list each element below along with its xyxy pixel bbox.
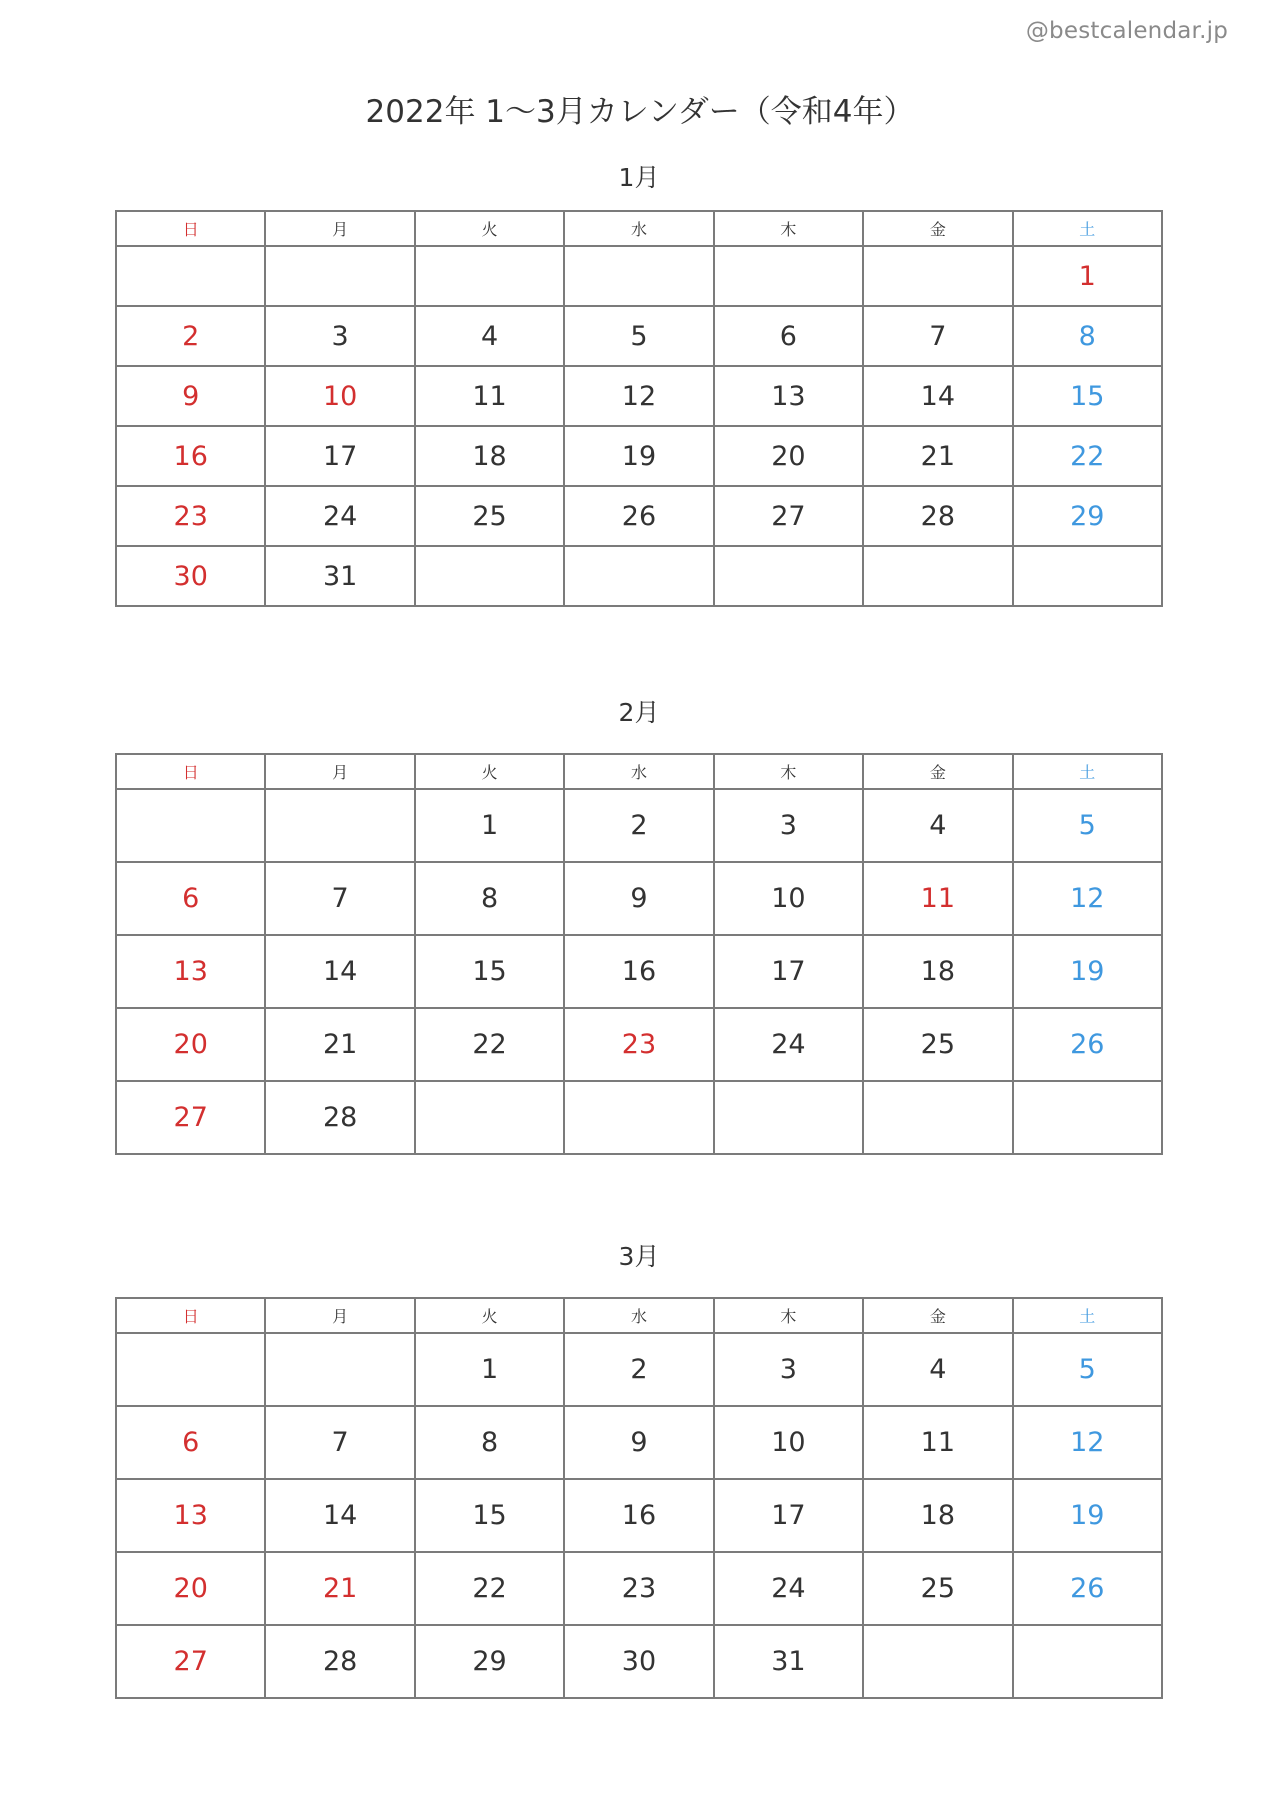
- day-cell: 11: [415, 366, 564, 426]
- day-cell: 2: [116, 306, 265, 366]
- day-cell: 9: [564, 1406, 713, 1479]
- week-row: [116, 306, 1162, 366]
- month-label: 1月: [618, 163, 660, 192]
- day-cell: 22: [415, 1552, 564, 1625]
- day-cell: 4: [415, 306, 564, 366]
- day-cell: 31: [714, 1625, 863, 1698]
- month-march: [115, 1241, 1163, 1699]
- day-cell: 7: [265, 862, 414, 935]
- empty-day-cell: [265, 789, 414, 862]
- day-cell: 13: [714, 366, 863, 426]
- day-cell: 23: [564, 1552, 713, 1625]
- week-row: [116, 546, 1162, 606]
- empty-day-cell: [564, 1081, 713, 1154]
- day-cell: 17: [714, 1479, 863, 1552]
- day-cell: 26: [1013, 1008, 1162, 1081]
- month-february: [115, 697, 1163, 1155]
- day-cell: 6: [116, 862, 265, 935]
- empty-day-cell: [265, 1333, 414, 1406]
- weekday-fri: 金: [863, 211, 1012, 246]
- day-cell: 15: [415, 935, 564, 1008]
- day-cell: 10: [714, 862, 863, 935]
- day-cell: 2: [564, 1333, 713, 1406]
- empty-day-cell: [415, 1081, 564, 1154]
- day-cell: 12: [564, 366, 713, 426]
- day-cell: 6: [116, 1406, 265, 1479]
- day-cell: 18: [415, 426, 564, 486]
- week-row: [116, 862, 1162, 935]
- day-cell: 26: [1013, 1552, 1162, 1625]
- day-cell: 30: [116, 546, 265, 606]
- day-cell: 19: [1013, 1479, 1162, 1552]
- day-cell: 27: [714, 486, 863, 546]
- calendar-grid-march: [115, 1297, 1163, 1699]
- day-cell: 17: [714, 935, 863, 1008]
- day-cell: 23: [564, 1008, 713, 1081]
- day-cell: 3: [265, 306, 414, 366]
- weekday-mon: 月: [265, 211, 414, 246]
- empty-day-cell: [1013, 546, 1162, 606]
- day-cell: 25: [863, 1552, 1012, 1625]
- day-cell: 16: [116, 426, 265, 486]
- day-cell: 25: [863, 1008, 1012, 1081]
- week-row: [116, 1552, 1162, 1625]
- day-cell: 26: [564, 486, 713, 546]
- week-row: [116, 1081, 1162, 1154]
- day-cell: 3: [714, 789, 863, 862]
- day-cell: 18: [863, 935, 1012, 1008]
- day-cell: 4: [863, 1333, 1012, 1406]
- day-cell: 5: [564, 306, 713, 366]
- month-label: 2月: [618, 698, 660, 727]
- empty-day-cell: [564, 246, 713, 306]
- weekday-mon: 月: [265, 754, 414, 789]
- empty-day-cell: [116, 246, 265, 306]
- day-cell: 22: [415, 1008, 564, 1081]
- week-row: [116, 935, 1162, 1008]
- day-cell: 22: [1013, 426, 1162, 486]
- empty-day-cell: [116, 1333, 265, 1406]
- day-cell: 25: [415, 486, 564, 546]
- weekday-wed: 水: [564, 211, 713, 246]
- day-cell: 2: [564, 789, 713, 862]
- empty-day-cell: [863, 1081, 1012, 1154]
- day-cell: 9: [116, 366, 265, 426]
- weekday-thu: 木: [714, 1298, 863, 1333]
- weekday-sat: 土: [1013, 211, 1162, 246]
- weekday-fri: 金: [863, 1298, 1012, 1333]
- day-cell: 14: [265, 935, 414, 1008]
- day-cell: 19: [1013, 935, 1162, 1008]
- day-cell: 5: [1013, 1333, 1162, 1406]
- empty-day-cell: [415, 546, 564, 606]
- day-cell: 21: [863, 426, 1012, 486]
- day-cell: 8: [415, 862, 564, 935]
- day-cell: 19: [564, 426, 713, 486]
- weekday-sun: 日: [116, 754, 265, 789]
- weekday-fri: 金: [863, 754, 1012, 789]
- day-cell: 11: [863, 862, 1012, 935]
- day-cell: 12: [1013, 862, 1162, 935]
- day-cell: 20: [714, 426, 863, 486]
- day-cell: 1: [415, 1333, 564, 1406]
- day-cell: 20: [116, 1552, 265, 1625]
- weekday-sun: 日: [116, 211, 265, 246]
- week-row: [116, 486, 1162, 546]
- day-cell: 14: [863, 366, 1012, 426]
- day-cell: 3: [714, 1333, 863, 1406]
- day-cell: 8: [1013, 306, 1162, 366]
- day-cell: 15: [415, 1479, 564, 1552]
- month-january: [115, 162, 1163, 607]
- calendar-grid-february: [115, 753, 1163, 1155]
- day-cell: 10: [714, 1406, 863, 1479]
- day-cell: 23: [116, 486, 265, 546]
- week-row: [116, 789, 1162, 862]
- day-cell: 10: [265, 366, 414, 426]
- day-cell: 7: [863, 306, 1012, 366]
- day-cell: 9: [564, 862, 713, 935]
- day-cell: 27: [116, 1625, 265, 1698]
- day-cell: 28: [863, 486, 1012, 546]
- day-cell: 21: [265, 1552, 414, 1625]
- empty-day-cell: [863, 546, 1012, 606]
- day-cell: 5: [1013, 789, 1162, 862]
- weekday-sat: 土: [1013, 754, 1162, 789]
- weekday-thu: 木: [714, 211, 863, 246]
- weekday-thu: 木: [714, 754, 863, 789]
- day-cell: 30: [564, 1625, 713, 1698]
- week-row: [116, 246, 1162, 306]
- day-cell: 24: [265, 486, 414, 546]
- day-cell: 24: [714, 1552, 863, 1625]
- weekday-header-row: [116, 1298, 1162, 1333]
- day-cell: 31: [265, 546, 414, 606]
- day-cell: 24: [714, 1008, 863, 1081]
- empty-day-cell: [1013, 1625, 1162, 1698]
- day-cell: 12: [1013, 1406, 1162, 1479]
- empty-day-cell: [1013, 1081, 1162, 1154]
- week-row: [116, 1333, 1162, 1406]
- day-cell: 21: [265, 1008, 414, 1081]
- day-cell: 14: [265, 1479, 414, 1552]
- day-cell: 15: [1013, 366, 1162, 426]
- day-cell: 7: [265, 1406, 414, 1479]
- day-cell: 1: [415, 789, 564, 862]
- weekday-sun: 日: [116, 1298, 265, 1333]
- day-cell: 28: [265, 1625, 414, 1698]
- weekday-tue: 火: [415, 1298, 564, 1333]
- weekday-header-row: [116, 754, 1162, 789]
- page-title: 2022年 1〜3月カレンダー（令和4年）: [365, 94, 915, 130]
- empty-day-cell: [415, 246, 564, 306]
- empty-day-cell: [564, 546, 713, 606]
- day-cell: 16: [564, 1479, 713, 1552]
- weekday-tue: 火: [415, 211, 564, 246]
- day-cell: 27: [116, 1081, 265, 1154]
- day-cell: 28: [265, 1081, 414, 1154]
- day-cell: 6: [714, 306, 863, 366]
- day-cell: 29: [415, 1625, 564, 1698]
- empty-day-cell: [714, 1081, 863, 1154]
- week-row: [116, 426, 1162, 486]
- week-row: [116, 1008, 1162, 1081]
- day-cell: 18: [863, 1479, 1012, 1552]
- empty-day-cell: [863, 246, 1012, 306]
- empty-day-cell: [714, 246, 863, 306]
- week-row: [116, 1406, 1162, 1479]
- weekday-tue: 火: [415, 754, 564, 789]
- day-cell: 20: [116, 1008, 265, 1081]
- empty-day-cell: [863, 1625, 1012, 1698]
- day-cell: 4: [863, 789, 1012, 862]
- day-cell: 11: [863, 1406, 1012, 1479]
- empty-day-cell: [116, 789, 265, 862]
- day-cell: 13: [116, 935, 265, 1008]
- empty-day-cell: [714, 546, 863, 606]
- day-cell: 1: [1013, 246, 1162, 306]
- weekday-mon: 月: [265, 1298, 414, 1333]
- day-cell: 29: [1013, 486, 1162, 546]
- week-row: [116, 1479, 1162, 1552]
- day-cell: 17: [265, 426, 414, 486]
- day-cell: 13: [116, 1479, 265, 1552]
- weekday-wed: 水: [564, 1298, 713, 1333]
- day-cell: 16: [564, 935, 713, 1008]
- week-row: [116, 366, 1162, 426]
- weekday-header-row: [116, 211, 1162, 246]
- weekday-wed: 水: [564, 754, 713, 789]
- day-cell: 8: [415, 1406, 564, 1479]
- watermark: @bestcalendar.jp: [1025, 18, 1228, 44]
- empty-day-cell: [265, 246, 414, 306]
- calendar-grid-january: [115, 210, 1163, 607]
- month-label: 3月: [618, 1242, 660, 1271]
- weekday-sat: 土: [1013, 1298, 1162, 1333]
- week-row: [116, 1625, 1162, 1698]
